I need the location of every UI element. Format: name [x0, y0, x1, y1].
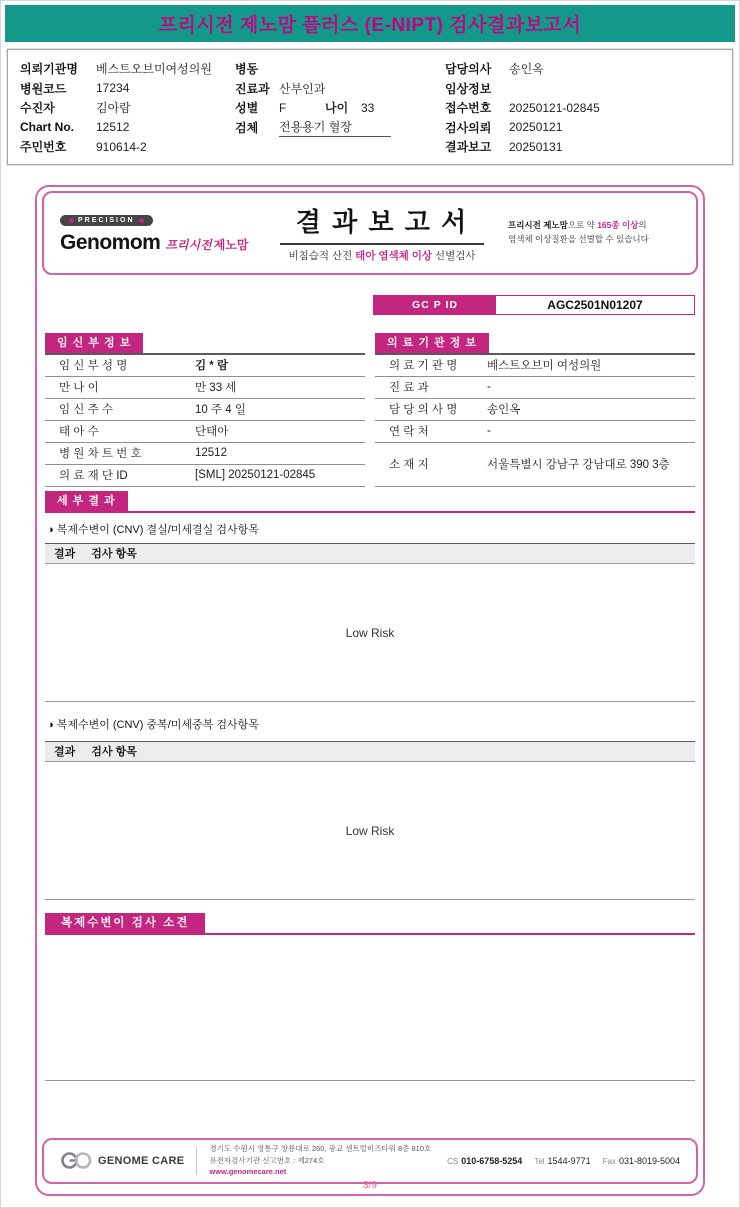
note-bold: 프리시전 제노맘 [508, 220, 568, 231]
row-label: 임 신 부 성 명 [59, 360, 128, 372]
clinic-info-table [375, 333, 695, 487]
precision-badge [60, 215, 153, 226]
gcpid-bar [373, 295, 695, 315]
row-value: [SML] 20250121-02845 [195, 469, 316, 481]
report-body-box [35, 185, 705, 1196]
result-value: Low Risk [345, 625, 395, 640]
brand-header [42, 191, 698, 275]
header-column-3 [445, 59, 720, 157]
cs-contact [447, 1156, 522, 1166]
section-divider [45, 899, 695, 900]
footer-divider [196, 1147, 197, 1175]
header-row [445, 118, 720, 138]
row-value: 단태아 [195, 426, 229, 438]
row-label: 임 신 주 수 [59, 404, 114, 416]
row-label: 소 재 지 [389, 459, 429, 471]
header-row [20, 59, 235, 79]
brand-korean-1: 프리시전 [165, 238, 212, 252]
badge-dot-icon [69, 218, 74, 223]
field-label: 주민번호 [20, 140, 67, 155]
cnv-deletion-heading: ◑ 복제수변이 (CNV) 결실/미세결실 검사항목 [47, 523, 259, 536]
footer-website-link[interactable]: www.genomecare.net [209, 1167, 287, 1177]
field-label: 검사의뢰 [445, 120, 492, 135]
header-row [20, 98, 235, 118]
gcpid-label: GC P ID [374, 296, 496, 314]
footer-box [42, 1138, 698, 1184]
row-value: 만 33 세 [195, 382, 237, 394]
subtitle-pre: 비침습적 산전 [288, 249, 356, 262]
row-value: - [487, 381, 491, 393]
row-label: 진 료 과 [389, 382, 429, 394]
genome-care-logo-icon [60, 1150, 92, 1171]
brand-logo [60, 210, 256, 255]
report-title-bar [5, 5, 735, 42]
header-row [445, 98, 720, 118]
detail-results-title: 세 부 결 과 [45, 491, 128, 511]
address-line-1: 경기도 수원시 영통구 창룡대로 260, 광교 센트럴비즈타워 8층 810호 [209, 1144, 432, 1154]
genome-care-logo [60, 1150, 184, 1171]
field-label: 수진자 [20, 101, 55, 116]
footer-contacts [447, 1156, 680, 1166]
result-table-header [45, 543, 695, 564]
header-row [235, 59, 445, 79]
table-row [375, 443, 695, 487]
field-label: 임상정보 [445, 81, 492, 96]
subtitle-highlight: 태아 염색체 이상 [355, 249, 433, 262]
note-line2: 염색체 이상질환을 선별할 수 있습니다 [508, 233, 649, 244]
mother-info-title: 임 신 부 정 보 [45, 333, 143, 353]
test-items-col-header: 검사 항목 [91, 548, 137, 560]
field-label: 담당의사 [445, 62, 492, 77]
field-label: 접수번호 [445, 101, 492, 116]
tel-contact [534, 1156, 590, 1166]
header-row [20, 118, 235, 138]
header-row [20, 137, 235, 157]
row-label: 의 료 재 단 ID [59, 470, 128, 482]
brand-korean-2: 제노맘 [213, 238, 249, 252]
row-value: 12512 [195, 447, 227, 459]
field-value: 김아람 [96, 101, 131, 116]
detail-results-rule [45, 491, 695, 513]
header-row [445, 59, 720, 79]
field-value: 전용용기 혈장 [279, 118, 391, 137]
field-value: F [279, 100, 287, 115]
report-heading [256, 202, 508, 264]
row-label: 태 아 수 [59, 426, 99, 438]
fax-contact [603, 1156, 680, 1166]
footer-address [209, 1143, 431, 1178]
info-tables [45, 333, 695, 487]
row-value: 김 * 람 [195, 360, 229, 372]
brand-note [508, 219, 680, 245]
clinic-info-rows [375, 353, 695, 487]
table-row [45, 465, 365, 487]
field-label: 병원코드 [20, 81, 67, 96]
table-row [45, 443, 365, 465]
table-row [375, 421, 695, 443]
field-value: 베스트오브미여성의원 [96, 62, 212, 77]
cnv-opinion-rule [45, 913, 695, 935]
field-value: 33 [361, 100, 375, 115]
result-value: Low Risk [345, 823, 395, 838]
table-row [45, 421, 365, 443]
field-value: 송인옥 [509, 62, 544, 77]
report-heading-title: 결 과 보 고 서 [295, 206, 469, 237]
header-row [445, 137, 720, 157]
field-value: 20250121 [509, 120, 563, 135]
field-value: 20250131 [509, 139, 563, 154]
table-row [375, 377, 695, 399]
tel-label: Tel [534, 1156, 545, 1166]
patient-header-box [7, 49, 733, 165]
note-highlight: 165종 이상 [597, 220, 639, 231]
precision-badge-label: PRECISION [78, 217, 135, 224]
row-label: 담 당 의 사 명 [389, 404, 458, 416]
field-value: 20250121-02845 [509, 100, 600, 115]
subtitle-post: 선별검사 [432, 249, 476, 262]
table-row [45, 399, 365, 421]
section-divider [45, 1080, 695, 1081]
tel-number: 1544-9771 [547, 1155, 591, 1166]
header-row [235, 79, 445, 99]
table-row [45, 377, 365, 399]
field-value: 산부인과 [279, 81, 326, 96]
header-row [20, 79, 235, 99]
brand-wordmark [60, 231, 256, 255]
table-row [45, 355, 365, 377]
row-label: 병 원 차 트 번 호 [59, 448, 142, 460]
header-column-1 [20, 59, 235, 157]
fax-number: 031-8019-5004 [618, 1155, 680, 1166]
row-label: 연 락 처 [389, 426, 429, 438]
row-value: 서울특별시 강남구 강남대로 390 3층 [487, 459, 670, 471]
result-table-header [45, 741, 695, 762]
result-col-header: 결과 [54, 548, 76, 560]
note-end: 의 [638, 220, 647, 231]
brand-name: Genomom [60, 231, 161, 254]
field-label: 결과보고 [445, 140, 492, 155]
section-divider [45, 701, 695, 702]
report-title: 프리시전 제노맘 플러스 (E-NIPT) 검사결과보고서 [158, 15, 582, 36]
field-value: 910614-2 [96, 139, 147, 154]
header-row [235, 98, 445, 118]
row-value: 송인옥 [487, 404, 521, 416]
row-label: 의 료 기 관 명 [389, 360, 458, 372]
row-value: - [487, 425, 491, 437]
page-number: 3/9 [363, 1179, 377, 1191]
mother-info-rows [45, 353, 365, 487]
row-label: 만 나 이 [59, 382, 99, 394]
cs-number: 010-6758-5254 [461, 1155, 523, 1166]
cnv-duplication-heading: ◑ 복제수변이 (CNV) 중복/미세중복 검사항목 [47, 718, 259, 731]
row-value: 베스트오브미 여성의원 [487, 360, 602, 372]
field-label: 진료과 [235, 81, 270, 96]
field-label: 성별 [235, 101, 259, 116]
field-label: 병동 [235, 62, 259, 77]
table-row [375, 355, 695, 377]
cs-label: CS [447, 1156, 459, 1166]
note-mid: 으로 약 [567, 220, 598, 231]
report-heading-subtitle [280, 243, 483, 263]
table-row [375, 399, 695, 421]
field-value: 12512 [96, 120, 130, 135]
field-label: 검체 [235, 120, 259, 135]
field-label: 의뢰기관명 [20, 62, 78, 77]
result-col-header: 결과 [54, 746, 76, 758]
test-items-col-header: 검사 항목 [91, 746, 137, 758]
row-value: 10 주 4 일 [195, 404, 246, 416]
field-label: Chart No. [20, 120, 74, 135]
header-row [235, 118, 445, 138]
field-value: 17234 [96, 81, 130, 96]
header-column-2 [235, 59, 445, 157]
header-row [445, 79, 720, 99]
badge-dot-icon [139, 218, 144, 223]
genome-care-name: GENOME CARE [98, 1154, 185, 1167]
cnv-opinion-title: 복제수변이 검사 소견 [45, 913, 205, 933]
gcpid-value: AGC2501N01207 [547, 297, 643, 312]
clinic-info-title: 의 료 기 관 정 보 [375, 333, 489, 353]
mother-info-table [45, 333, 365, 487]
fax-label: Fax [602, 1156, 616, 1166]
address-line-2: 유전자검사기관 신고번호 : 제274호 [209, 1155, 325, 1165]
field-label: 나이 [325, 101, 349, 116]
